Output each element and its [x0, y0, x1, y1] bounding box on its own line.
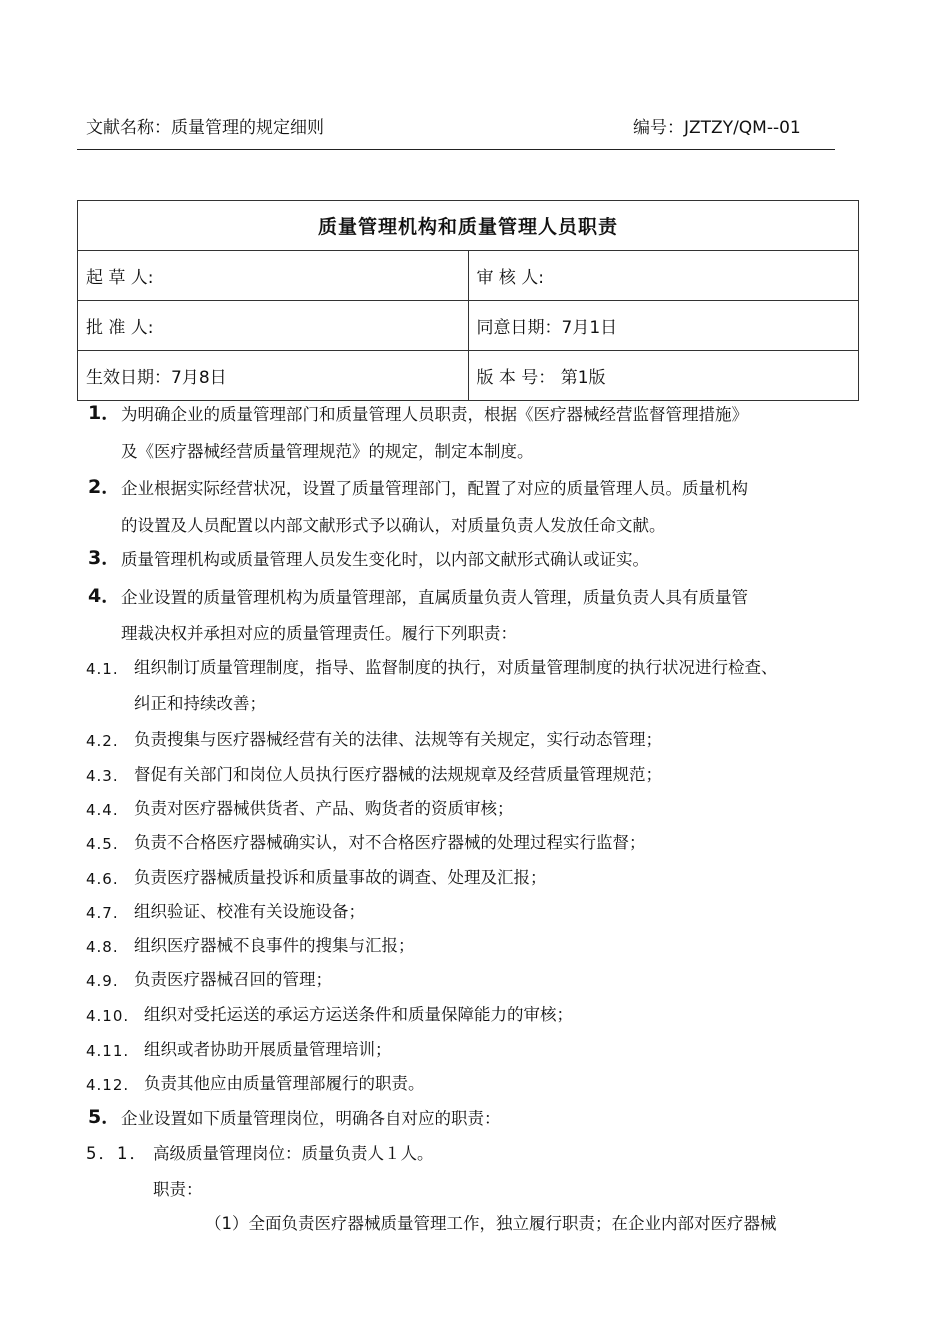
document-meta-table [77, 200, 859, 401]
item-4-4-number: 4.4. [86, 801, 119, 819]
section-5-number: 5． [88, 1106, 121, 1128]
section-2-number: 2． [88, 476, 121, 498]
item-4-11-number: 4.11. [86, 1042, 130, 1060]
item-4-9-text: 负责医疗器械召回的管理； [134, 970, 332, 989]
item-4-12-number: 4.12. [86, 1076, 130, 1094]
item-4-8-number: 4.8. [86, 938, 119, 956]
item-4-8-text: 组织医疗器械不良事件的搜集与汇报； [134, 936, 415, 955]
section-4-line-1: 企业设置的质量管理机构为质量管理部，直属质量负责人管理，质量负责人具有质量管 [121, 588, 748, 607]
item-4-3-text: 督促有关部门和岗位人员执行医疗器械的法规规章及经营质量管理规范； [134, 765, 662, 784]
item-4-1-text: 组织制订质量管理制度，指导、监督制度的执行，对质量管理制度的执行状况进行检查、 [134, 658, 778, 677]
item-5-1-duty-1: （1）全面负责医疗器械质量管理工作，独立履行职责；在企业内部对医疗器械 [205, 1214, 777, 1233]
item-4-1-continuation: 纠正和持续改善； [134, 694, 266, 713]
section-1-line-2: 及《医疗器械经营质量管理规范》的规定，制定本制度。 [121, 442, 534, 461]
item-4-10-text: 组织对受托运送的承运方运送条件和质量保障能力的审核； [144, 1005, 573, 1024]
document-title: 质量管理机构和质量管理人员职责 [78, 201, 859, 251]
item-4-6-text: 负责医疗器械质量投诉和质量事故的调查、处理及汇报； [134, 868, 547, 887]
section-3-number: 3． [88, 547, 121, 569]
section-4-number: 4． [88, 585, 121, 607]
item-5-1-number: 5．1． [86, 1144, 148, 1163]
effective-date-cell: 生效日期：7月8日 [78, 351, 469, 401]
reviewer-cell: 审 核 人: [468, 251, 859, 301]
item-4-7-number: 4.7. [86, 904, 119, 922]
item-4-5-number: 4.5. [86, 835, 119, 853]
item-4-10-number: 4.10. [86, 1007, 130, 1025]
item-4-9-number: 4.9. [86, 972, 119, 990]
approver-cell: 批 准 人: [78, 301, 469, 351]
section-1-line-1: 为明确企业的质量管理部门和质量管理人员职责，根据《医疗器械经营监督管理措施》 [121, 405, 748, 424]
item-4-7-text: 组织验证、校准有关设施设备； [134, 902, 365, 921]
item-4-2-text: 负责搜集与医疗器械经营有关的法律、法规等有关规定，实行动态管理； [134, 730, 662, 749]
item-5-1-duty-label: 职责： [153, 1180, 203, 1199]
document-name: 文献名称：质量管理的规定细则 [86, 118, 324, 138]
agree-date-cell: 同意日期：7月1日 [468, 301, 859, 351]
item-4-12-text: 负责其他应由质量管理部履行的职责。 [144, 1074, 425, 1093]
item-4-3-number: 4.3. [86, 767, 119, 785]
section-5-line-1: 企业设置如下质量管理岗位，明确各自对应的职责： [121, 1109, 501, 1128]
item-4-6-number: 4.6. [86, 870, 119, 888]
section-4-line-2: 理裁决权并承担对应的质量管理责任。履行下列职责： [121, 624, 517, 643]
section-2-line-2: 的设置及人员配置以内部文献形式予以确认，对质量负责人发放任命文献。 [121, 516, 666, 535]
drafter-cell: 起 草 人: [78, 251, 469, 301]
header-divider [77, 149, 835, 150]
item-5-1-text: 高级质量管理岗位：质量负责人１人。 [153, 1144, 434, 1163]
version-cell: 版 本 号： 第1版 [468, 351, 859, 401]
section-3-line-1: 质量管理机构或质量管理人员发生变化时，以内部文献形式确认或证实。 [121, 550, 649, 569]
section-2-line-1: 企业根据实际经营状况，设置了质量管理部门，配置了对应的质量管理人员。质量机构 [121, 479, 748, 498]
section-1-number: 1． [88, 402, 121, 424]
item-4-2-number: 4.2. [86, 732, 119, 750]
item-4-11-text: 组织或者协助开展质量管理培训； [144, 1040, 392, 1059]
document-code: 编号：JZTZY/QM--01 [633, 118, 801, 138]
item-4-5-text: 负责不合格医疗器械确实认，对不合格医疗器械的处理过程实行监督； [134, 833, 646, 852]
item-4-4-text: 负责对医疗器械供货者、产品、购货者的资质审核； [134, 799, 514, 818]
item-4-1-number: 4.1. [86, 660, 119, 678]
